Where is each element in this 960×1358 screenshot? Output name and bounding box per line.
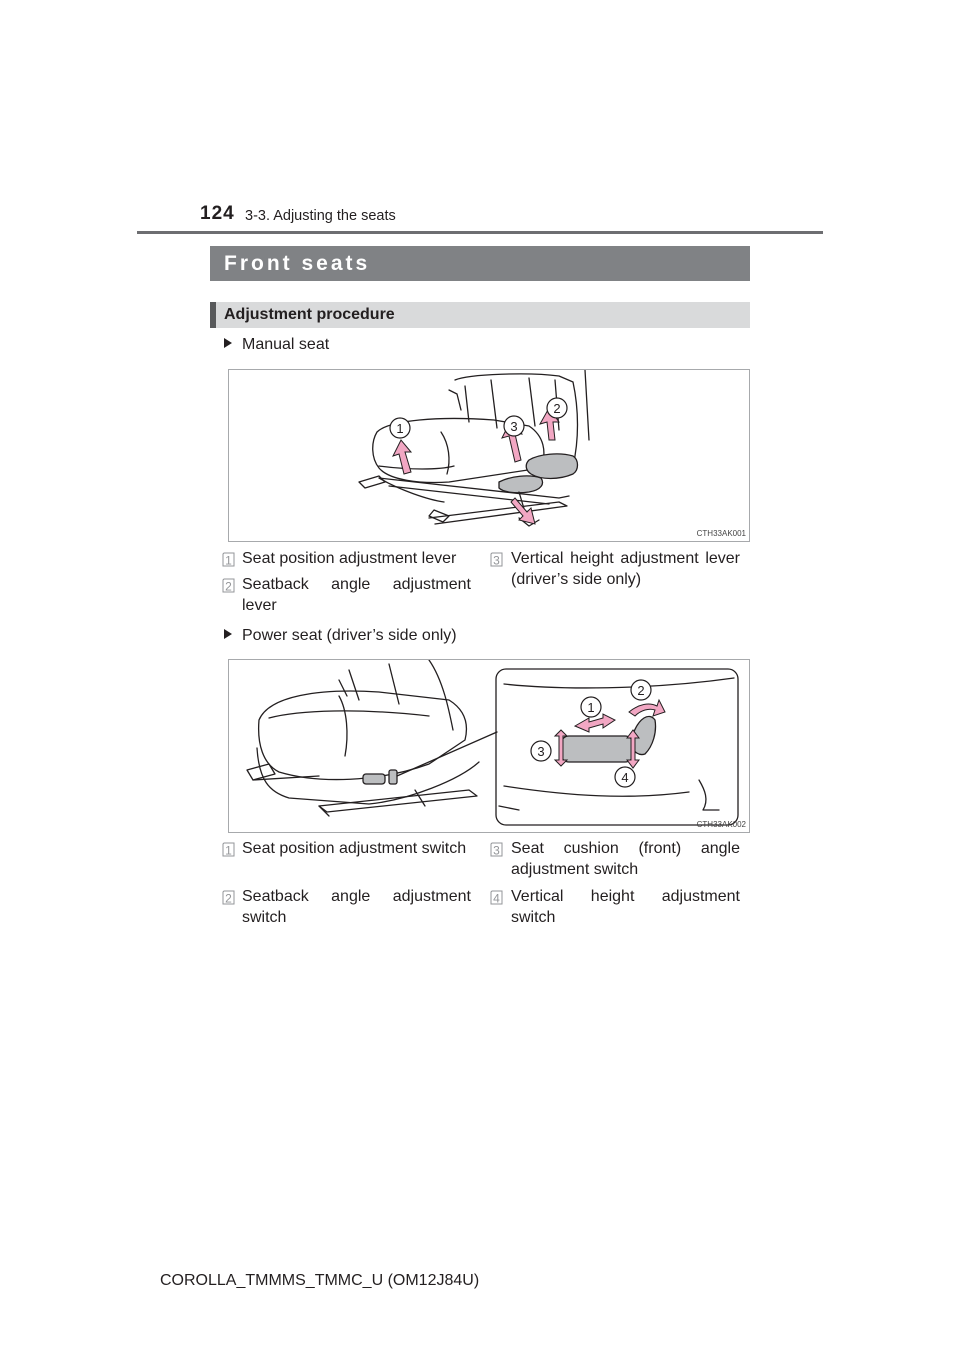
power-caption-4: Vertical height adjustment switch xyxy=(511,888,740,926)
manual-caption-1: Seat position adjustment lever xyxy=(242,550,457,567)
caption-number-2-icon xyxy=(222,578,235,594)
power-callout-4: 4 xyxy=(621,770,629,785)
manual-seat-bullet xyxy=(224,336,329,354)
power-seat-label: Power seat (driver’s side only) xyxy=(242,627,457,644)
svg-text:4: 4 xyxy=(493,891,500,906)
svg-text:1: 1 xyxy=(225,553,232,568)
power-caption-3: Seat cushion (front) angle adjustment switch xyxy=(511,840,740,878)
manual-figure-code: CTH33AK001 xyxy=(696,529,746,538)
manual-callout-1: 1 xyxy=(396,421,404,436)
power-figure-code: CTH33AK002 xyxy=(696,820,746,829)
caption-number-3-icon xyxy=(490,552,503,568)
power-caption-1: Seat position adjustment switch xyxy=(242,840,467,857)
caption-number-1-icon xyxy=(222,842,235,858)
caption-number-4-icon xyxy=(490,890,503,906)
caption-number-2-icon xyxy=(222,890,235,906)
power-callout-1: 1 xyxy=(587,700,595,715)
manual-caption-2: Seatback angle adjustment lever xyxy=(242,576,471,614)
power-callout-2: 2 xyxy=(637,683,645,698)
manual-seat-label: Manual seat xyxy=(242,336,330,353)
caption-number-1-icon xyxy=(222,552,235,568)
section-path: 3-3. Adjusting the seats xyxy=(245,208,396,224)
svg-text:3: 3 xyxy=(493,843,500,858)
manual-caption-3: Vertical height adjustment lever (driver’s side only) xyxy=(511,550,740,588)
power-seat-figure xyxy=(228,659,750,833)
caption-number-3-icon xyxy=(490,842,503,858)
manual-seat-illustration xyxy=(229,370,749,541)
svg-text:2: 2 xyxy=(225,891,232,906)
manual-callout-2: 2 xyxy=(553,401,561,416)
page-number: 124 xyxy=(200,203,235,224)
subsection-title: Adjustment procedure xyxy=(224,306,395,323)
power-caption-2: Seatback angle adjustment switch xyxy=(242,888,471,926)
section-title: Front seats xyxy=(224,252,371,275)
power-callout-3: 3 xyxy=(537,744,545,759)
bullet-triangle-icon xyxy=(224,629,232,639)
power-seat-illustration xyxy=(229,660,749,832)
manual-callout-3: 3 xyxy=(510,419,518,434)
svg-text:3: 3 xyxy=(493,553,500,568)
power-seat-bullet xyxy=(224,627,457,645)
bullet-triangle-icon xyxy=(224,338,232,348)
header-rule xyxy=(137,231,823,234)
svg-text:2: 2 xyxy=(225,579,232,594)
footer-model-code: COROLLA_TMMMS_TMMC_U (OM12J84U) xyxy=(160,1272,480,1289)
manual-seat-figure xyxy=(228,369,750,542)
svg-text:1: 1 xyxy=(225,843,232,858)
